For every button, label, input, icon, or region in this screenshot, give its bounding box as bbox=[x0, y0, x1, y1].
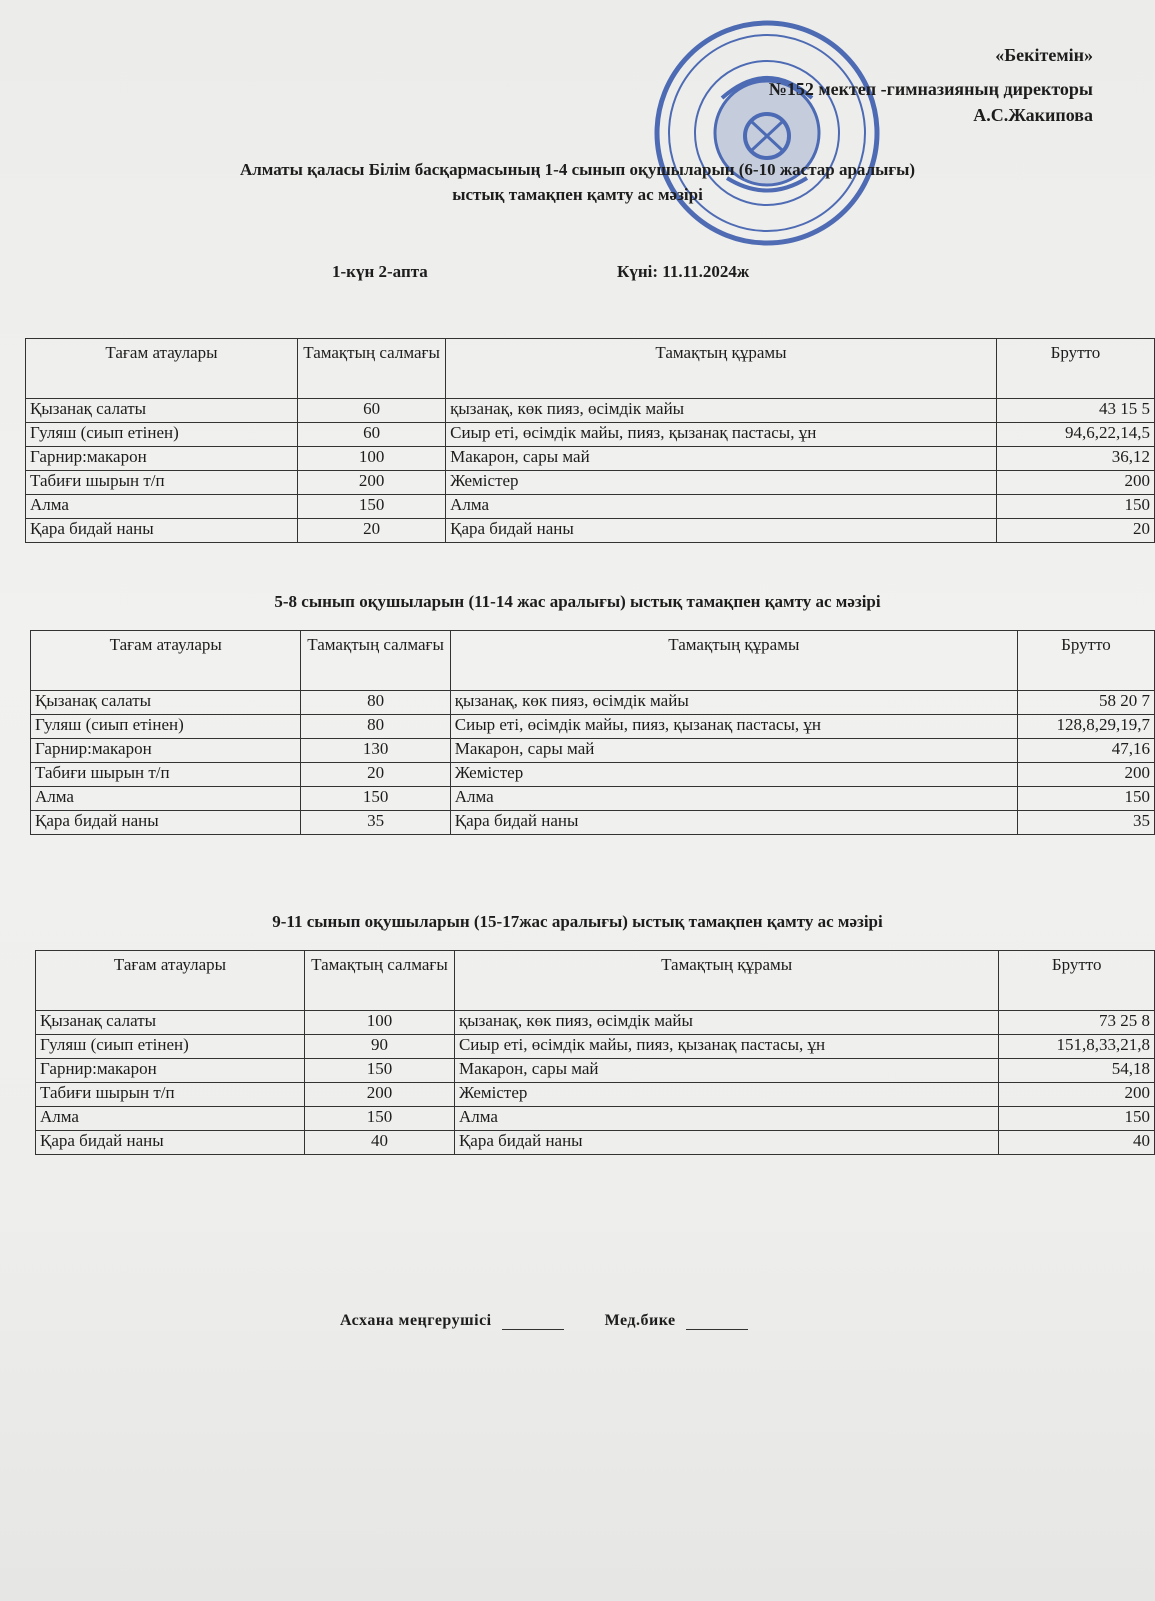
dish-brutto: 151,8,33,21,8 bbox=[999, 1035, 1155, 1059]
dish-brutto: 54,18 bbox=[999, 1059, 1155, 1083]
official-stamp-icon bbox=[652, 18, 882, 248]
dish-weight: 200 bbox=[304, 1083, 454, 1107]
table-row bbox=[26, 495, 1155, 519]
dish-weight: 150 bbox=[304, 1059, 454, 1083]
dish-brutto: 200 bbox=[996, 471, 1154, 495]
dish-brutto: 36,12 bbox=[996, 447, 1154, 471]
dish-weight: 35 bbox=[301, 811, 450, 835]
dish-weight: 200 bbox=[298, 471, 446, 495]
column-header: Брутто bbox=[999, 951, 1155, 1011]
dish-name: Алма bbox=[26, 495, 298, 519]
table-row bbox=[31, 787, 1155, 811]
dish-ingredients: Қара бидай наны bbox=[454, 1131, 998, 1155]
dish-brutto: 35 bbox=[1017, 811, 1154, 835]
dish-name: Гарнир:макарон bbox=[31, 739, 301, 763]
dish-brutto: 128,8,29,19,7 bbox=[1017, 715, 1154, 739]
cook-label: Асхана меңгерушісі bbox=[340, 1312, 492, 1329]
dish-weight: 150 bbox=[298, 495, 446, 519]
table-row bbox=[31, 811, 1155, 835]
dish-ingredients: қызанақ, көк пияз, өсімдік майы bbox=[450, 691, 1017, 715]
dish-name: Алма bbox=[36, 1107, 305, 1131]
dish-name: Гуляш (сиып етінен) bbox=[26, 423, 298, 447]
column-header: Тамақтың құрамы bbox=[450, 631, 1017, 691]
dish-ingredients: Макарон, сары май bbox=[446, 447, 997, 471]
dish-weight: 80 bbox=[301, 691, 450, 715]
column-header: Тамақтың салмағы bbox=[301, 631, 450, 691]
menu-table bbox=[30, 630, 1155, 835]
table-row bbox=[31, 763, 1155, 787]
dish-weight: 130 bbox=[301, 739, 450, 763]
table-header-row bbox=[26, 339, 1155, 399]
dish-brutto: 150 bbox=[1017, 787, 1154, 811]
dish-brutto: 58 20 7 bbox=[1017, 691, 1154, 715]
nurse-label: Мед.бике bbox=[604, 1312, 676, 1329]
column-header: Тағам атаулары bbox=[31, 631, 301, 691]
table-row bbox=[31, 715, 1155, 739]
table-row bbox=[31, 691, 1155, 715]
column-header: Тамақтың салмағы bbox=[298, 339, 446, 399]
column-header: Брутто bbox=[996, 339, 1154, 399]
table-row bbox=[36, 1131, 1155, 1155]
dish-name: Қара бидай наны bbox=[36, 1131, 305, 1155]
dish-weight: 60 bbox=[298, 399, 446, 423]
dish-name: Алма bbox=[31, 787, 301, 811]
dish-brutto: 200 bbox=[999, 1083, 1155, 1107]
table-row bbox=[31, 739, 1155, 763]
approval-director: №152 мектеп -гимназияның директоры bbox=[768, 79, 1093, 99]
table-row bbox=[36, 1011, 1155, 1035]
dish-name: Қызанақ салаты bbox=[31, 691, 301, 715]
dish-ingredients: қызанақ, көк пияз, өсімдік майы bbox=[454, 1011, 998, 1035]
table-row bbox=[26, 447, 1155, 471]
table-row bbox=[26, 399, 1155, 423]
dish-brutto: 94,6,22,14,5 bbox=[996, 423, 1154, 447]
nurse-signature bbox=[686, 1329, 748, 1330]
column-header: Тамақтың құрамы bbox=[454, 951, 998, 1011]
dish-ingredients: Жемістер bbox=[446, 471, 997, 495]
dish-ingredients: Алма bbox=[446, 495, 997, 519]
dish-ingredients: Алма bbox=[450, 787, 1017, 811]
menu-table bbox=[25, 338, 1155, 543]
table-row bbox=[36, 1107, 1155, 1131]
dish-name: Табиғи шырын т/п bbox=[36, 1083, 305, 1107]
dish-brutto: 150 bbox=[999, 1107, 1155, 1131]
dish-name: Табиғи шырын т/п bbox=[31, 763, 301, 787]
dish-brutto: 73 25 8 bbox=[999, 1011, 1155, 1035]
dish-weight: 100 bbox=[298, 447, 446, 471]
dish-weight: 20 bbox=[301, 763, 450, 787]
table-row bbox=[26, 471, 1155, 495]
table-header-row bbox=[31, 631, 1155, 691]
day-week-label: 1-күн 2-апта bbox=[332, 262, 428, 281]
dish-ingredients: Жемістер bbox=[454, 1083, 998, 1107]
dish-ingredients: Макарон, сары май bbox=[454, 1059, 998, 1083]
dish-name: Гарнир:макарон bbox=[26, 447, 298, 471]
dish-weight: 150 bbox=[301, 787, 450, 811]
dish-brutto: 43 15 5 bbox=[996, 399, 1154, 423]
dish-weight: 90 bbox=[304, 1035, 454, 1059]
table-header-row bbox=[36, 951, 1155, 1011]
section-heading: 5-8 сынып оқушыларын (11-14 жас аралығы) ыстық тамақпен қамту ас мәзірі bbox=[274, 592, 881, 611]
dish-name: Қара бидай наны bbox=[26, 519, 298, 543]
dish-weight: 80 bbox=[301, 715, 450, 739]
dish-name: Гарнир:макарон bbox=[36, 1059, 305, 1083]
date-label: Күні: 11.11.2024ж bbox=[617, 262, 750, 281]
dish-ingredients: Сиыр еті, өсімдік майы, пияз, қызанақ пастасы, ұн bbox=[446, 423, 997, 447]
menu-table bbox=[35, 950, 1155, 1155]
dish-ingredients: Алма bbox=[454, 1107, 998, 1131]
table-row bbox=[36, 1035, 1155, 1059]
dish-name: Қызанақ салаты bbox=[36, 1011, 305, 1035]
section-heading: 9-11 сынып оқушыларын (15-17жас аралығы) ыстық тамақпен қамту ас мәзірі bbox=[272, 912, 883, 931]
dish-ingredients: Жемістер bbox=[450, 763, 1017, 787]
signature-line bbox=[340, 1312, 754, 1330]
column-header: Брутто bbox=[1017, 631, 1154, 691]
dish-name: Гуляш (сиып етінен) bbox=[31, 715, 301, 739]
dish-weight: 150 bbox=[304, 1107, 454, 1131]
dish-ingredients: Сиыр еті, өсімдік майы, пияз, қызанақ пастасы, ұн bbox=[450, 715, 1017, 739]
dish-brutto: 150 bbox=[996, 495, 1154, 519]
dish-name: Табиғи шырын т/п bbox=[26, 471, 298, 495]
table-row bbox=[36, 1083, 1155, 1107]
table-row bbox=[36, 1059, 1155, 1083]
dish-name: Қара бидай наны bbox=[31, 811, 301, 835]
column-header: Тағам атаулары bbox=[36, 951, 305, 1011]
dish-weight: 100 bbox=[304, 1011, 454, 1035]
approval-label: «Бекітемін» bbox=[995, 45, 1093, 65]
dish-ingredients: қызанақ, көк пияз, өсімдік майы bbox=[446, 399, 997, 423]
dish-ingredients: Сиыр еті, өсімдік майы, пияз, қызанақ пастасы, ұн bbox=[454, 1035, 998, 1059]
dish-name: Қызанақ салаты bbox=[26, 399, 298, 423]
table-row bbox=[26, 519, 1155, 543]
approval-name: А.С.Жакипова bbox=[973, 105, 1093, 125]
dish-name: Гуляш (сиып етінен) bbox=[36, 1035, 305, 1059]
dish-ingredients: Қара бидай наны bbox=[446, 519, 997, 543]
dish-weight: 40 bbox=[304, 1131, 454, 1155]
column-header: Тамақтың құрамы bbox=[446, 339, 997, 399]
dish-brutto: 200 bbox=[1017, 763, 1154, 787]
column-header: Тағам атаулары bbox=[26, 339, 298, 399]
column-header: Тамақтың салмағы bbox=[304, 951, 454, 1011]
dish-brutto: 47,16 bbox=[1017, 739, 1154, 763]
dish-brutto: 40 bbox=[999, 1131, 1155, 1155]
document-subtitle: ыстық тамақпен қамту ас мәзірі bbox=[452, 185, 703, 204]
dish-ingredients: Макарон, сары май bbox=[450, 739, 1017, 763]
dish-weight: 60 bbox=[298, 423, 446, 447]
dish-weight: 20 bbox=[298, 519, 446, 543]
cook-signature bbox=[502, 1329, 564, 1330]
dish-ingredients: Қара бидай наны bbox=[450, 811, 1017, 835]
document-title: Алматы қаласы Білім басқармасының 1-4 сынып оқушыларын (6-10 жастар аралығы) bbox=[239, 160, 916, 179]
dish-brutto: 20 bbox=[996, 519, 1154, 543]
table-row bbox=[26, 423, 1155, 447]
